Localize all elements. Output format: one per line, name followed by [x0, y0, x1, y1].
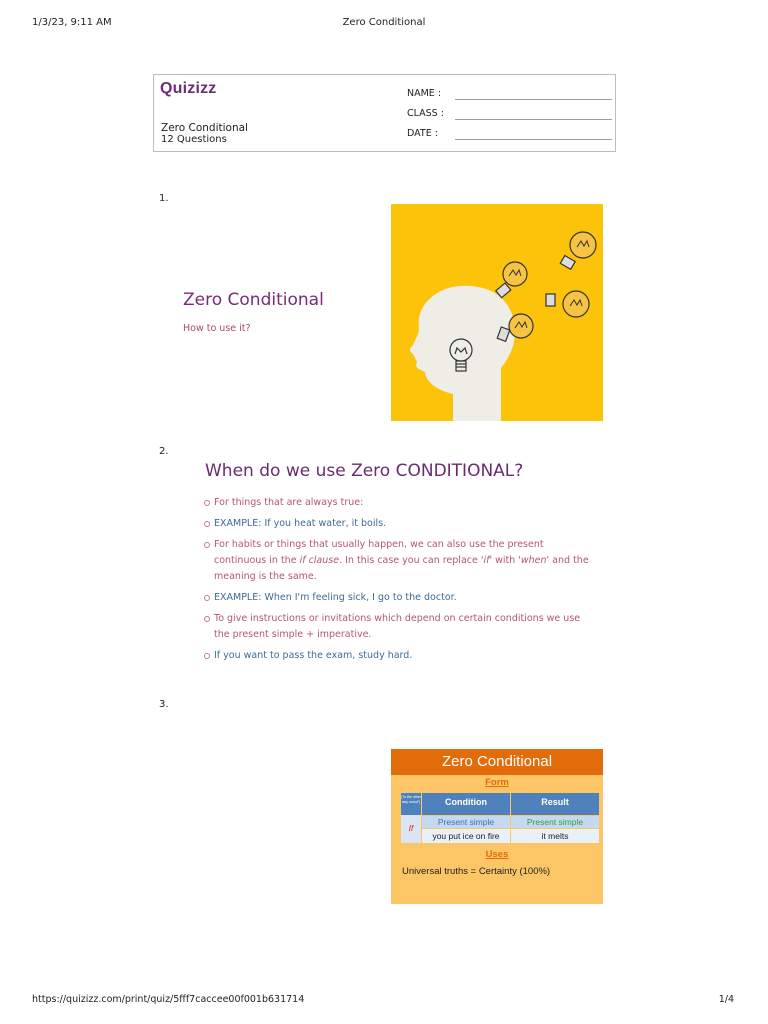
zc-side-note: ("in the other way round") [401, 793, 421, 815]
name-field[interactable] [407, 88, 612, 102]
zc-form-table [401, 793, 599, 843]
quiz-title: Zero Conditional [161, 122, 248, 134]
quiz-header-box [153, 74, 616, 152]
bullet-dot-icon [204, 616, 210, 622]
zc-row1-result: Present simple [511, 816, 599, 828]
quizizz-logo: Quizizz [160, 80, 217, 97]
slide1-title: Zero Conditional [183, 290, 324, 310]
date-line [455, 139, 612, 140]
class-line [455, 119, 612, 120]
bullet-item: To give instructions or invitations which depend on certain conditions we use the present simple + imperative. [204, 611, 594, 643]
bullet-dot-icon [204, 521, 210, 527]
bullet-dot-icon [204, 595, 210, 601]
class-field[interactable] [407, 108, 612, 122]
bullet-item: EXAMPLE: When I'm feeling sick, I go to the doctor. [204, 590, 594, 606]
zc-if-label: If [401, 815, 421, 843]
zc-result-header: Result [511, 793, 599, 815]
bullet-item: For things that are always true: [204, 495, 594, 511]
zc-condition-header: Condition [422, 793, 510, 815]
slide1-subtitle: How to use it? [183, 323, 251, 334]
bullet-dot-icon [204, 653, 210, 659]
zc-uses-label: Uses [485, 849, 509, 860]
print-page-title: Zero Conditional [342, 17, 426, 28]
question-number-1: 1. [159, 193, 169, 204]
question-number-3: 3. [159, 699, 169, 710]
date-field[interactable] [407, 128, 612, 142]
name-label: NAME : [407, 88, 442, 99]
print-page-indicator: 1/4 [718, 994, 734, 1005]
zc-row2-condition: you put ice on fire [422, 829, 510, 843]
slide2-title: When do we use Zero CONDITIONAL? [205, 461, 524, 481]
zero-conditional-slide [391, 749, 603, 904]
class-label: CLASS : [407, 108, 444, 119]
slide2-bullet-list [204, 495, 594, 669]
name-line [455, 99, 612, 100]
bullet-item: EXAMPLE: If you heat water, it boils. [204, 516, 594, 532]
print-datetime: 1/3/23, 9:11 AM [32, 17, 112, 28]
print-url: https://quizizz.com/print/quiz/5fff7caccee00f001b631714 [32, 994, 305, 1005]
bullet-dot-icon [204, 542, 210, 548]
date-label: DATE : [407, 128, 438, 139]
question-number-2: 2. [159, 446, 169, 457]
zc-row1-condition: Present simple [422, 816, 510, 828]
zc-uses-text: Universal truths = Certainty (100%) [402, 866, 551, 877]
question-count: 12 Questions [161, 134, 227, 145]
head-lightbulb-icon [391, 204, 603, 421]
zc-row2-result: it melts [511, 829, 599, 843]
zc-slide-title: Zero Conditional [391, 749, 603, 775]
zc-form-label: Form [485, 777, 509, 788]
bullet-item: For habits or things that usually happen, we can also use the present continuous in the if clause. In this case you can replace 'if' with 'when' and the meaning is the same. [204, 537, 594, 585]
bullet-dot-icon [204, 500, 210, 506]
bullet-item: If you want to pass the exam, study hard. [204, 648, 594, 664]
